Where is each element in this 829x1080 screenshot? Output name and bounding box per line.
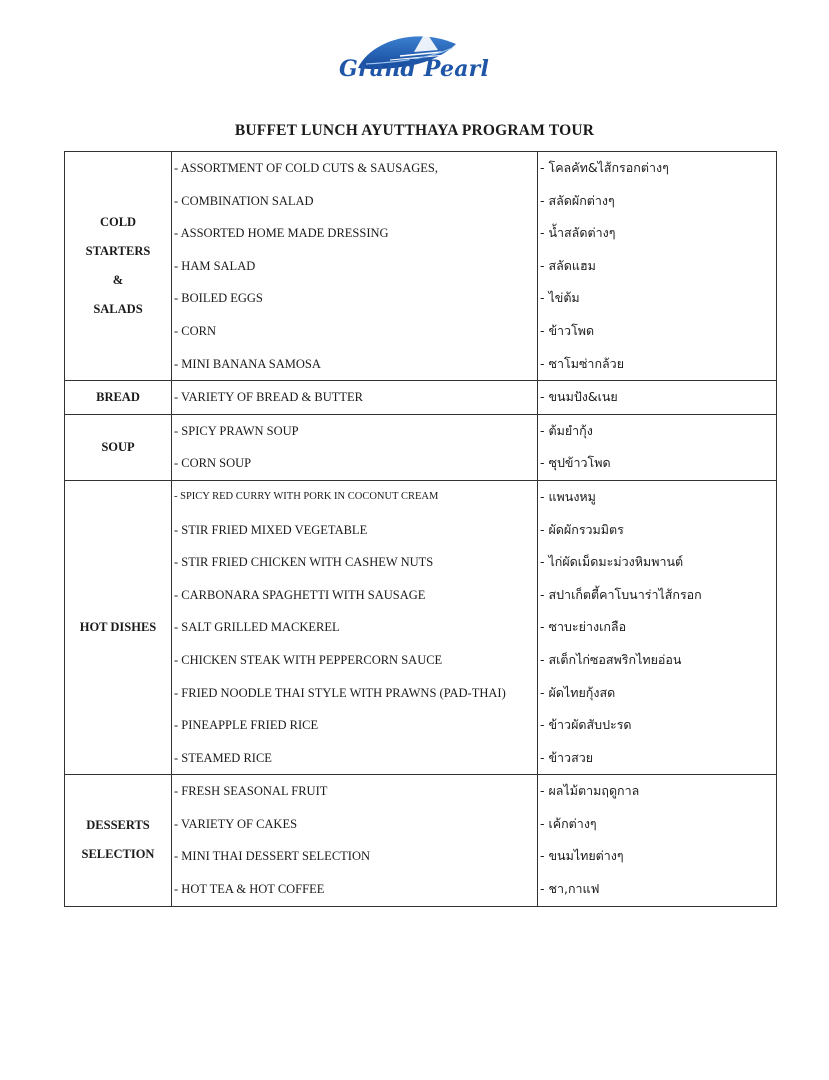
menu-item-english: - FRIED NOODLE THAI STYLE WITH PRAWNS (PAD-THAI) <box>174 685 506 700</box>
english-items-cell <box>172 775 538 906</box>
menu-item-thai: - ต้มยำกุ้ง <box>540 422 593 438</box>
english-items-cell <box>172 414 538 480</box>
english-items-cell <box>172 480 538 774</box>
page-title: BUFFET LUNCH AYUTTHAYA PROGRAM TOUR <box>234 122 595 139</box>
menu-item-english: - CHICKEN STEAK WITH PEPPERCORN SAUCE <box>174 652 443 667</box>
menu-item-thai: - ซาโมซ่ากล้วย <box>540 355 625 371</box>
menu-item-english: - CORN <box>174 323 217 338</box>
thai-items-cell <box>538 381 777 415</box>
menu-item-english: - VARIETY OF CAKES <box>174 816 298 831</box>
menu-item-english: - BOILED EGGS <box>174 291 263 306</box>
logo-text: Grand Pearl <box>339 56 490 82</box>
menu-item-english: - VARIETY OF BREAD & BUTTER <box>174 390 364 405</box>
category-cell <box>65 152 172 381</box>
menu-item-english: - SPICY RED CURRY WITH PORK IN COCONUT CREAM <box>174 490 439 502</box>
category-label: & <box>112 273 124 288</box>
category-label: COLD <box>99 215 137 230</box>
menu-item-english: - STIR FRIED MIXED VEGETABLE <box>174 522 368 537</box>
menu-item-thai: - ข้าวสวย <box>540 749 594 765</box>
menu-item-thai: - ผัดผักรวมมิตร <box>540 521 624 537</box>
menu-item-english: - STIR FRIED CHICKEN WITH CASHEW NUTS <box>174 555 434 570</box>
menu-item-english: - HOT TEA & HOT COFFEE <box>174 882 325 897</box>
menu-item-thai: - ขนมไทยต่างๆ <box>540 848 624 864</box>
menu-item-english: - HAM SALAD <box>174 258 256 273</box>
menu-item-thai: - ข้าวผัดสับปะรด <box>540 717 632 733</box>
menu-item-english: - SALT GRILLED MACKEREL <box>174 620 340 635</box>
thai-items-cell <box>538 775 777 906</box>
menu-section-row <box>65 480 777 774</box>
menu-item-thai: - ขนมปัง&เนย <box>540 389 618 405</box>
thai-items-cell <box>538 414 777 480</box>
menu-section-row <box>65 152 777 381</box>
category-label: SELECTION <box>81 847 155 862</box>
menu-item-thai: - เค้กต่างๆ <box>540 815 597 831</box>
category-cell <box>65 414 172 480</box>
menu-item-thai: - ข้าวโพด <box>540 322 595 338</box>
menu-item-thai: - ผัดไทยกุ้งสด <box>540 684 616 700</box>
menu-item-thai: - แพนงหมู <box>540 488 596 504</box>
thai-items-cell <box>538 480 777 774</box>
category-label: BREAD <box>96 389 140 404</box>
menu-section-row <box>65 381 777 415</box>
category-label: DESSERTS <box>86 818 150 833</box>
menu-item-thai: - ไก่ผัดเม็ดมะม่วงหิมพานต์ <box>540 554 684 570</box>
category-cell <box>65 381 172 415</box>
thai-items-cell <box>538 152 777 381</box>
english-items-cell <box>172 381 538 415</box>
menu-item-english: - MINI BANANA SAMOSA <box>174 356 321 371</box>
menu-item-thai: - ผลไม้ตามฤดูกาล <box>540 783 640 799</box>
menu-table <box>64 151 777 907</box>
category-label: HOT DISHES <box>79 620 157 635</box>
menu-item-thai: - สลัดผักต่างๆ <box>540 192 615 208</box>
category-label: SOUP <box>101 439 135 454</box>
menu-item-thai: - ชา,กาแฟ <box>540 881 600 897</box>
category-label: STARTERS <box>85 244 151 259</box>
category-label: SALADS <box>93 302 143 317</box>
menu-item-thai: - สปาเก็ตตี้คาโบนาร่าไส้กรอก <box>540 586 702 602</box>
menu-item-english: - CORN SOUP <box>174 456 252 471</box>
menu-section-row <box>65 414 777 480</box>
menu-item-english: - ASSORTED HOME MADE DRESSING <box>174 226 389 241</box>
menu-item-thai: - ซาบะย่างเกลือ <box>540 619 627 635</box>
menu-item-thai: - โคลคัท&ไส้กรอกต่างๆ <box>540 160 669 175</box>
menu-item-thai: - ซุปข้าวโพด <box>540 455 611 471</box>
menu-item-english: - STEAMED RICE <box>174 750 272 765</box>
menu-item-english: - PINEAPPLE FRIED RICE <box>174 718 319 733</box>
menu-item-thai: - สลัดแฮม <box>540 257 596 273</box>
menu-item-english: - SPICY PRAWN SOUP <box>174 423 299 438</box>
english-items-cell <box>172 152 538 381</box>
menu-section-row <box>65 775 777 906</box>
menu-item-english: - MINI THAI DESSERT SELECTION <box>174 849 371 864</box>
menu-item-thai: - ไข่ต้ม <box>540 290 580 306</box>
menu-item-english: - CARBONARA SPAGHETTI WITH SAUSAGE <box>174 587 426 602</box>
menu-item-thai: - สเต็กไก่ซอสพริกไทยอ่อน <box>540 651 682 667</box>
menu-item-english: - ASSORTMENT OF COLD CUTS & SAUSAGES, <box>174 161 438 175</box>
menu-item-thai: - น้ำสลัดต่างๆ <box>540 225 616 241</box>
menu-item-english: - FRESH SEASONAL FRUIT <box>174 784 328 799</box>
menu-item-english: - COMBINATION SALAD <box>174 193 314 208</box>
category-cell <box>65 775 172 906</box>
category-cell <box>65 480 172 774</box>
